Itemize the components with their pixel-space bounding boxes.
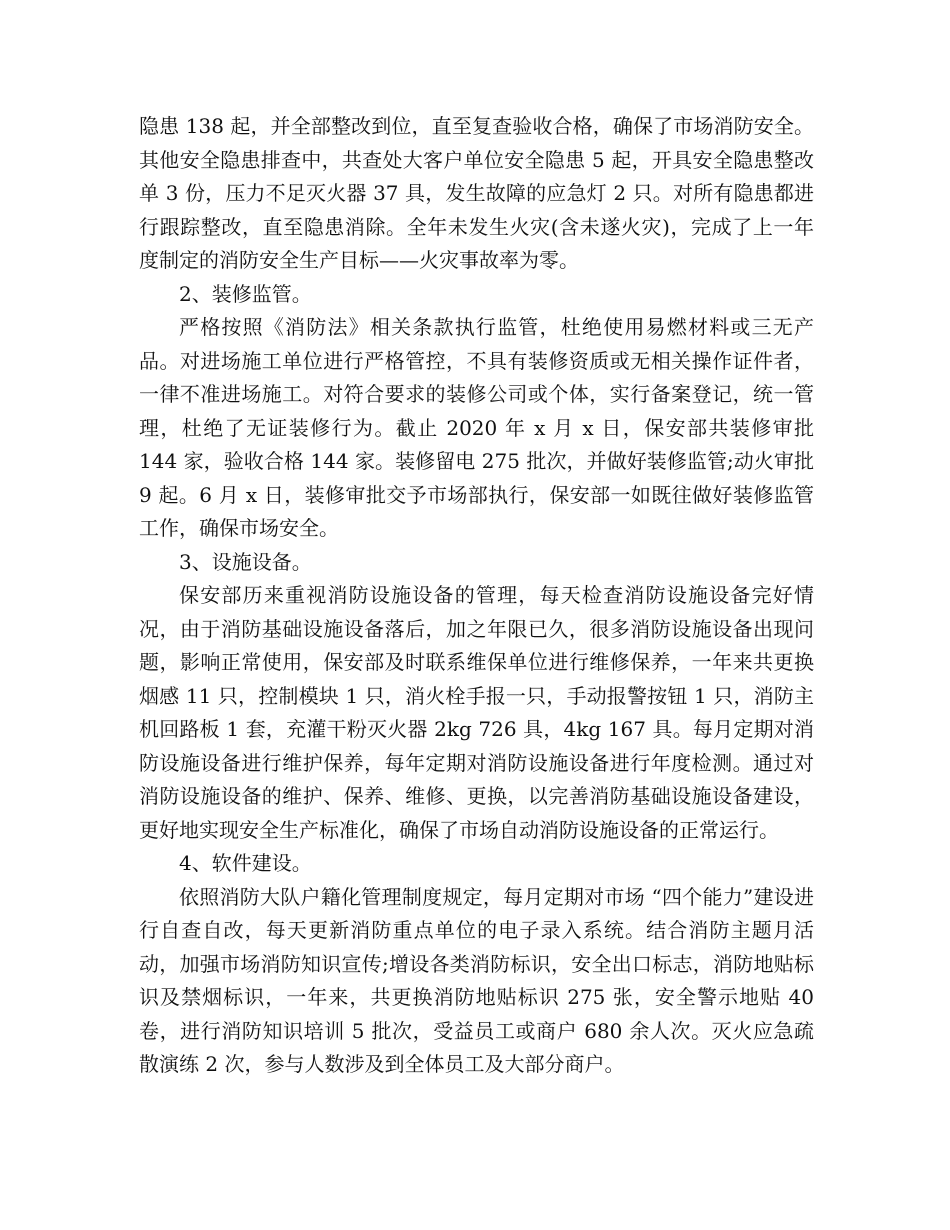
heading-renovation-supervision: 2、装修监管。	[179, 281, 312, 306]
paragraph-hazard-summary: 隐患 138 起，并全部整改到位，直至复查验收合格，确保了市场消防安全。其他安全隐患排查中，共查处大客户单位安全隐患 5 起，开具安全隐患整改单 3 份，压力不足灭火器 37 具，发生故障的应急灯 2 只。对所有隐患都进行跟踪整改，直至隐患消除。全年未发生火灾(含未遂火灾)，完成了上一年度制定的消防安全生产目标——火灾事故率为零。	[139, 114, 814, 272]
paragraph-facilities-equipment: 保安部历来重视消防设施设备的管理，每天检查消防设施设备完好情况，由于消防基础设施设备落后，加之年限已久，很多消防设施设备出现问题，影响正常使用，保安部及时联系维保单位进行维修保养，一年来共更换烟感 11 只，控制模块 1 只，消火栓手报一只，手动报警按钮 1 只，消防主机回路板 1 套，充灌干粉灭火器 2kg 726 具，4kg 167 具。每月定期对消防设施设备进行维护保养，每年定期对消防设施设备进行年度检测。通过对消防设施设备的维护、保养、维修、更换，以完善消防基础设施设备建设，更好地实现安全生产标准化，确保了市场自动消防设施设备的正常运行。	[139, 583, 814, 842]
heading-software-construction: 4、软件建设。	[179, 851, 312, 875]
heading-facilities-equipment: 3、设施设备。	[179, 549, 312, 574]
paragraph-renovation-supervision: 严格按照《消防法》相关条款执行监管，杜绝使用易燃材料或三无产品。对进场施工单位进行严格管控，不具有装修资质或无相关操作证件者，一律不准进场施工。对符合要求的装修公司或个体，实行备案登记，统一管理，杜绝了无证装修行为。截止 2020 年 x 月 x 日，保安部共装修审批 144 家，验收合格 144 家。装修留电 275 批次，并做好装修监管;动火审批 9 起。6 月 x 日，装修审批交予市场部执行，保安部一如既往做好装修监管工作，确保市场安全。	[139, 315, 814, 540]
paragraph-software-construction: 依照消防大队户籍化管理制度规定，每月定期对市场 “四个能力”建设进行自查自改，每天更新消防重点单位的电子录入系统。结合消防主题月活动，加强市场消防知识宣传;增设各类消防标识，安全出口标志，消防地贴标识及禁烟标识，一年来，共更换消防地贴标识 275 张，安全警示地贴 40 卷，进行消防知识培训 5 批次，受益员工或商户 680 余人次。灭火应急疏散演练 2 次，参与人数涉及到全体员工及大部分商户。	[139, 884, 814, 1076]
